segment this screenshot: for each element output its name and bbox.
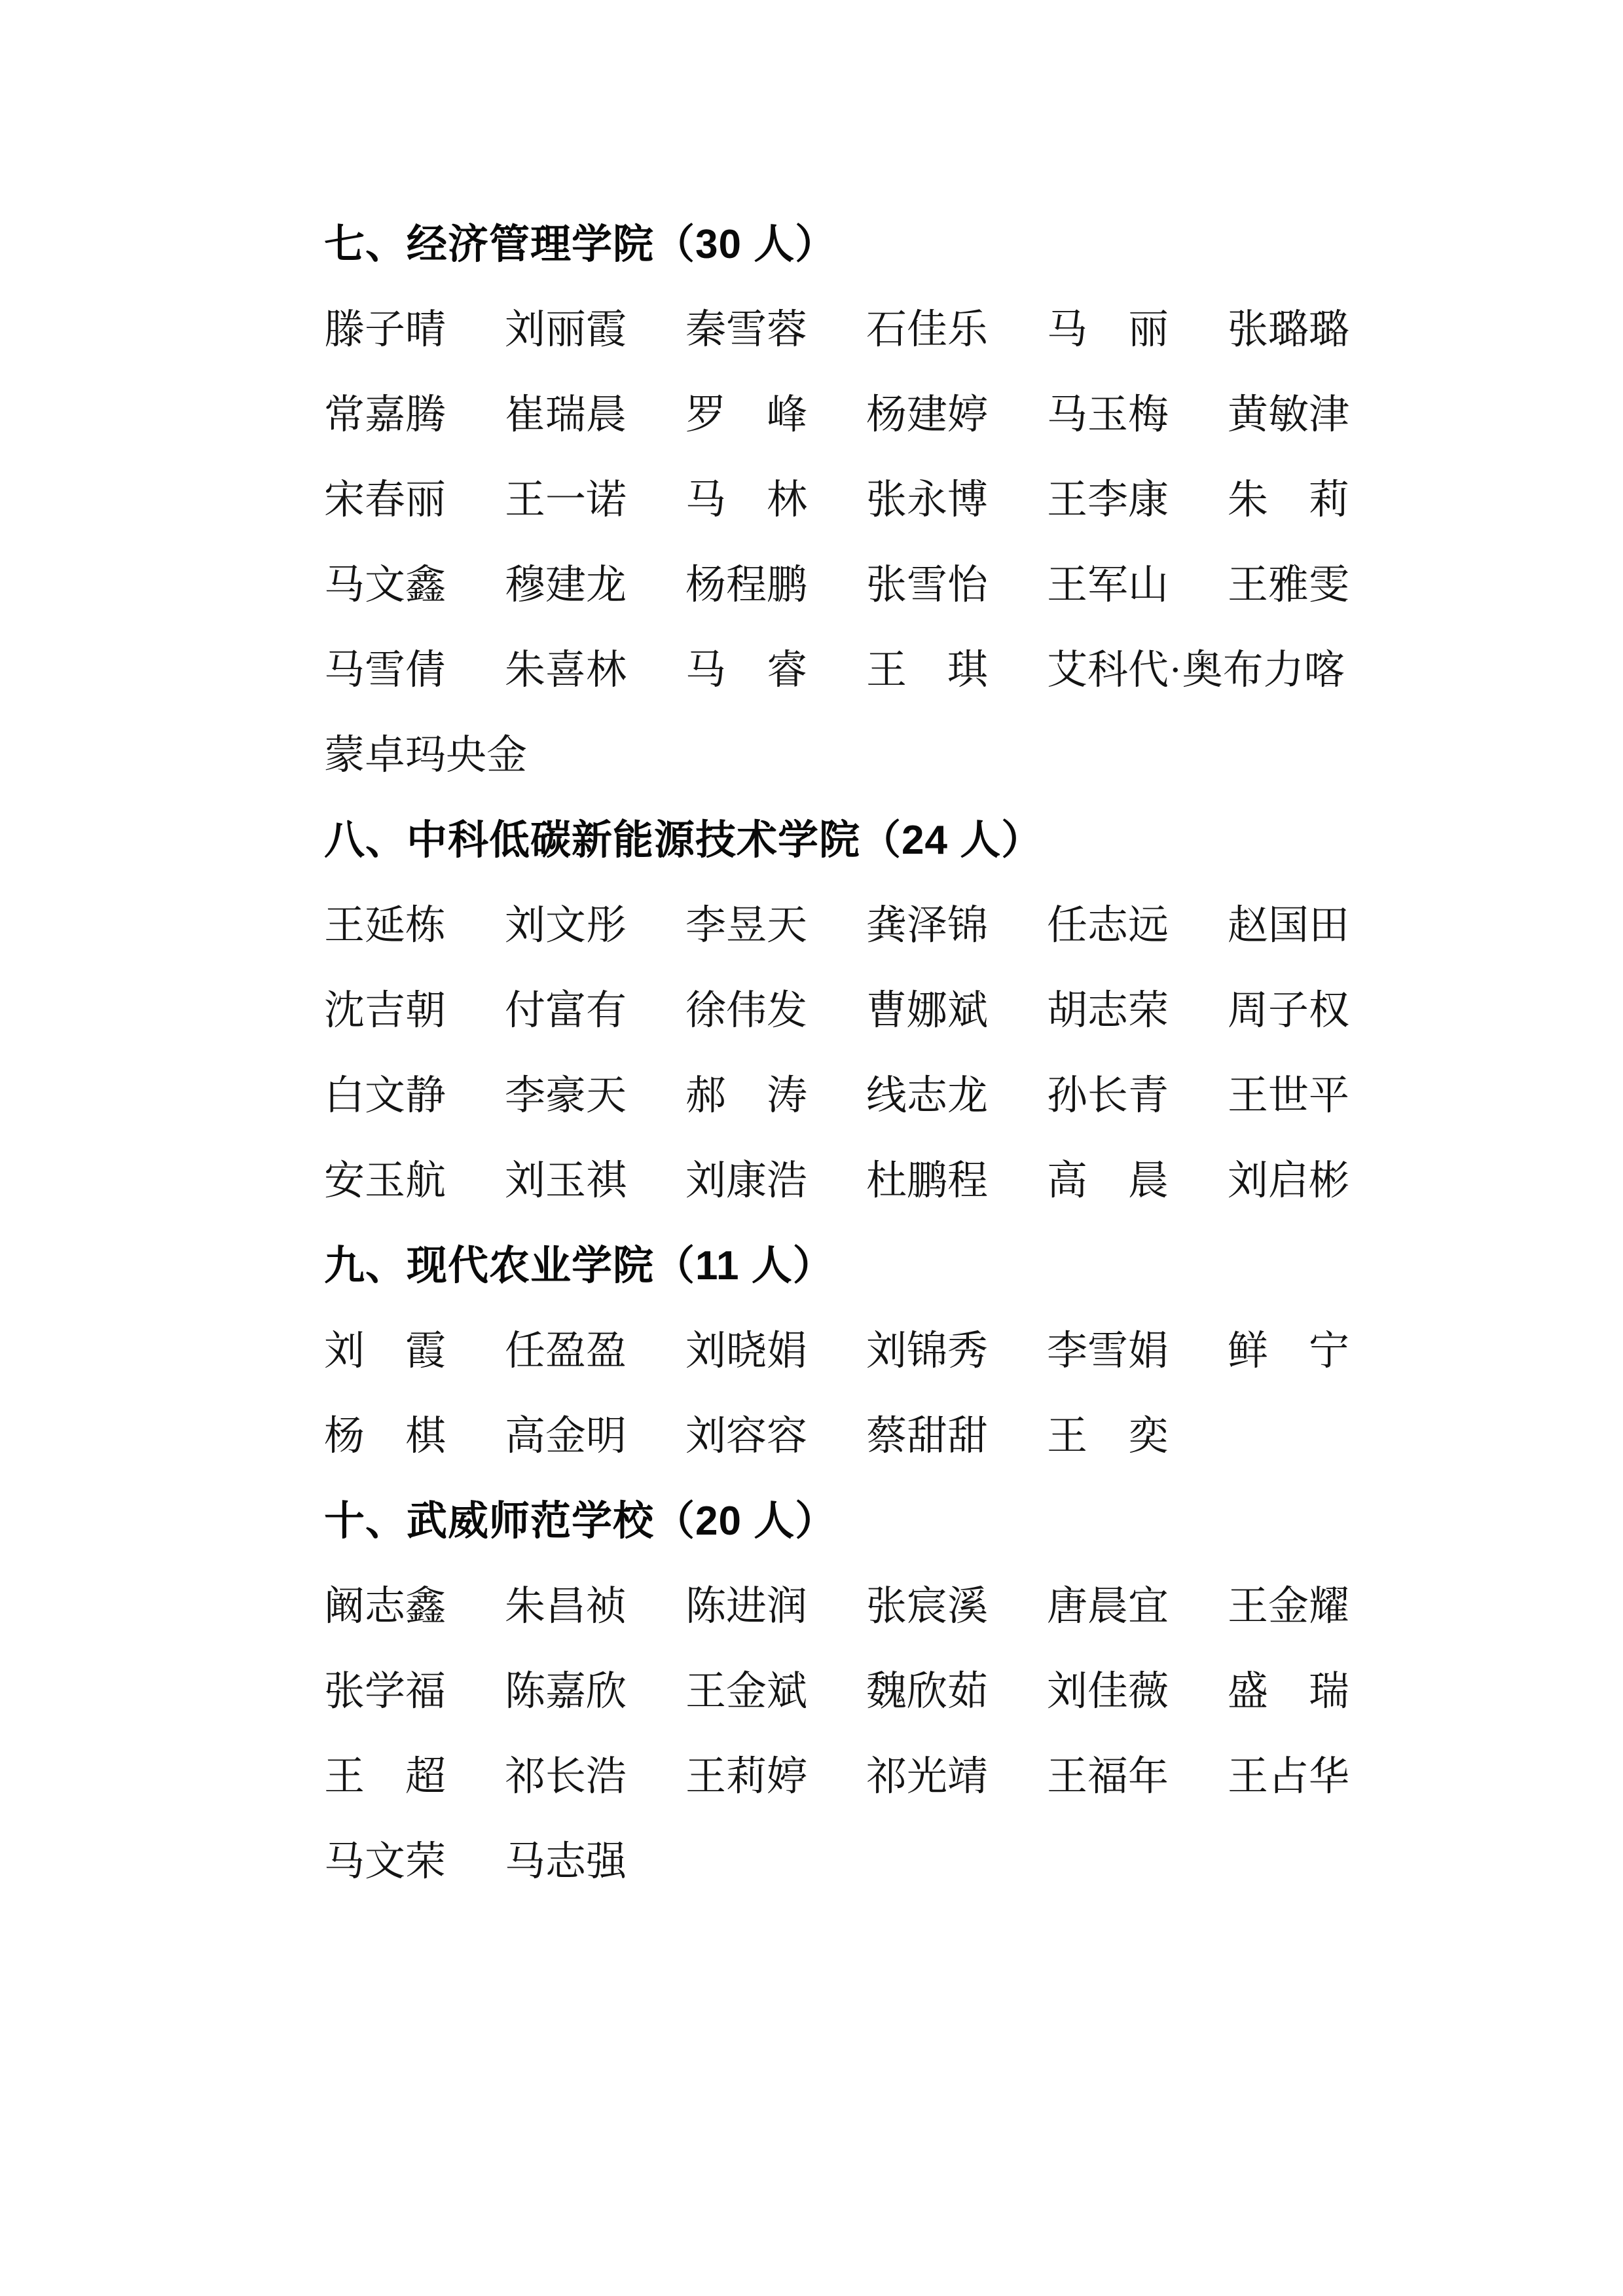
student-name: 陈嘉欣 [505,1669,627,1714]
student-name: 线志龙 [866,1074,989,1118]
student-name: 白文静 [324,1074,447,1118]
student-name: 魏欣茹 [866,1669,989,1714]
name-row [324,543,1372,628]
student-name: 杨建婷 [866,393,989,437]
student-name: 王一诺 [505,478,627,522]
student-name: 祁长浩 [505,1755,627,1799]
student-name: 马志强 [505,1840,627,1884]
name-row [324,1649,1372,1734]
student-name: 王占华 [1228,1755,1350,1799]
student-name: 李雪娟 [1047,1329,1169,1374]
name-row [324,1139,1372,1224]
name-row [324,1564,1372,1649]
student-name: 李昱天 [685,903,808,948]
name-row [324,1394,1372,1479]
student-name: 王雅雯 [1228,563,1350,608]
student-name: 艾科代·奥布力喀 [1047,648,1345,693]
student-name: 张璐璐 [1228,308,1350,352]
student-name: 孙长青 [1047,1074,1169,1118]
student-name: 王福年 [1047,1755,1169,1799]
student-name: 安玉航 [324,1159,447,1203]
student-name: 刘锦秀 [866,1329,989,1374]
student-name: 刘丽霞 [505,308,627,352]
student-name: 朱 莉 [1228,478,1350,522]
section-heading: 七、经济管理学院（30 人） [324,222,837,267]
student-name: 王军山 [1047,563,1169,608]
student-name: 崔瑞晨 [505,393,627,437]
student-name: 刘容容 [685,1414,808,1459]
student-name: 罗 峰 [685,393,808,437]
student-name: 马雪倩 [324,648,447,693]
name-row [324,1053,1372,1139]
student-name: 张永博 [866,478,989,522]
student-name: 张学福 [324,1669,447,1714]
name-row [324,458,1372,543]
student-name: 任志远 [1047,903,1169,948]
student-name: 周子权 [1228,989,1350,1033]
student-name: 高金明 [505,1414,627,1459]
student-name: 王世平 [1228,1074,1350,1118]
student-name: 马文荣 [324,1840,447,1884]
student-name: 张雪怡 [866,563,989,608]
student-name: 黄敏津 [1228,393,1350,437]
section-heading: 九、现代农业学院（11 人） [324,1243,834,1288]
student-name: 马玉梅 [1047,393,1169,437]
student-name: 刘康浩 [685,1159,808,1203]
student-name: 刘文彤 [505,903,627,948]
student-name: 王延栋 [324,903,447,948]
name-row [324,373,1372,458]
student-name: 马 丽 [1047,308,1169,352]
student-name: 常嘉腾 [324,393,447,437]
student-name: 郝 涛 [685,1074,808,1118]
student-name: 任盈盈 [505,1329,627,1374]
student-name-list [324,202,1372,1904]
name-row [324,1734,1372,1819]
student-name: 穆建龙 [505,563,627,608]
student-name: 刘晓娟 [685,1329,808,1374]
student-name: 马 睿 [685,648,808,693]
name-row [324,713,1372,798]
name-row [324,968,1372,1053]
student-name: 杜鹏程 [866,1159,989,1203]
student-name: 蒙卓玛央金 [324,733,528,778]
student-name: 高 晨 [1047,1159,1169,1203]
student-name: 秦雪蓉 [685,308,808,352]
student-name: 刘 霞 [324,1329,447,1374]
student-name: 杨程鹏 [685,563,808,608]
section-heading: 八、中科低碳新能源技术学院（24 人） [324,818,1043,863]
student-name: 石佳乐 [866,308,989,352]
name-row [324,1309,1372,1394]
name-row [324,883,1372,968]
student-name: 陈进润 [685,1584,808,1629]
student-name: 李豪天 [505,1074,627,1118]
student-name: 刘玉祺 [505,1159,627,1203]
student-name: 阚志鑫 [324,1584,447,1629]
student-name: 龚泽锦 [866,903,989,948]
student-name: 朱喜林 [505,648,627,693]
student-name: 鲜 宁 [1228,1329,1350,1374]
student-name: 蔡甜甜 [866,1414,989,1459]
student-name: 王金耀 [1228,1584,1350,1629]
student-name: 滕子晴 [324,308,447,352]
student-name: 杨 棋 [324,1414,447,1459]
student-name: 盛 瑞 [1228,1669,1350,1714]
student-name: 刘佳薇 [1047,1669,1169,1714]
student-name: 祁光靖 [866,1755,989,1799]
student-name: 徐伟发 [685,989,808,1033]
student-name: 王 琪 [866,648,989,693]
student-name: 赵国田 [1228,903,1350,948]
student-name: 马文鑫 [324,563,447,608]
name-row [324,1819,1372,1904]
name-row [324,628,1372,713]
student-name: 刘启彬 [1228,1159,1350,1203]
student-name: 宋春丽 [324,478,447,522]
student-name: 王 奕 [1047,1414,1169,1459]
student-name: 胡志荣 [1047,989,1169,1033]
student-name: 王 超 [324,1755,447,1799]
student-name: 朱昌祯 [505,1584,627,1629]
student-name: 王李康 [1047,478,1169,522]
student-name: 马 林 [685,478,808,522]
student-name: 沈吉朝 [324,989,447,1033]
student-name: 唐晨宜 [1047,1584,1169,1629]
student-name: 付富有 [505,989,627,1033]
student-name: 曹娜斌 [866,989,989,1033]
section-heading: 十、武威师范学校（20 人） [324,1499,837,1544]
student-name: 王金斌 [685,1669,808,1714]
name-row [324,287,1372,373]
student-name: 王莉婷 [685,1755,808,1799]
student-name: 张宸溪 [866,1584,989,1629]
